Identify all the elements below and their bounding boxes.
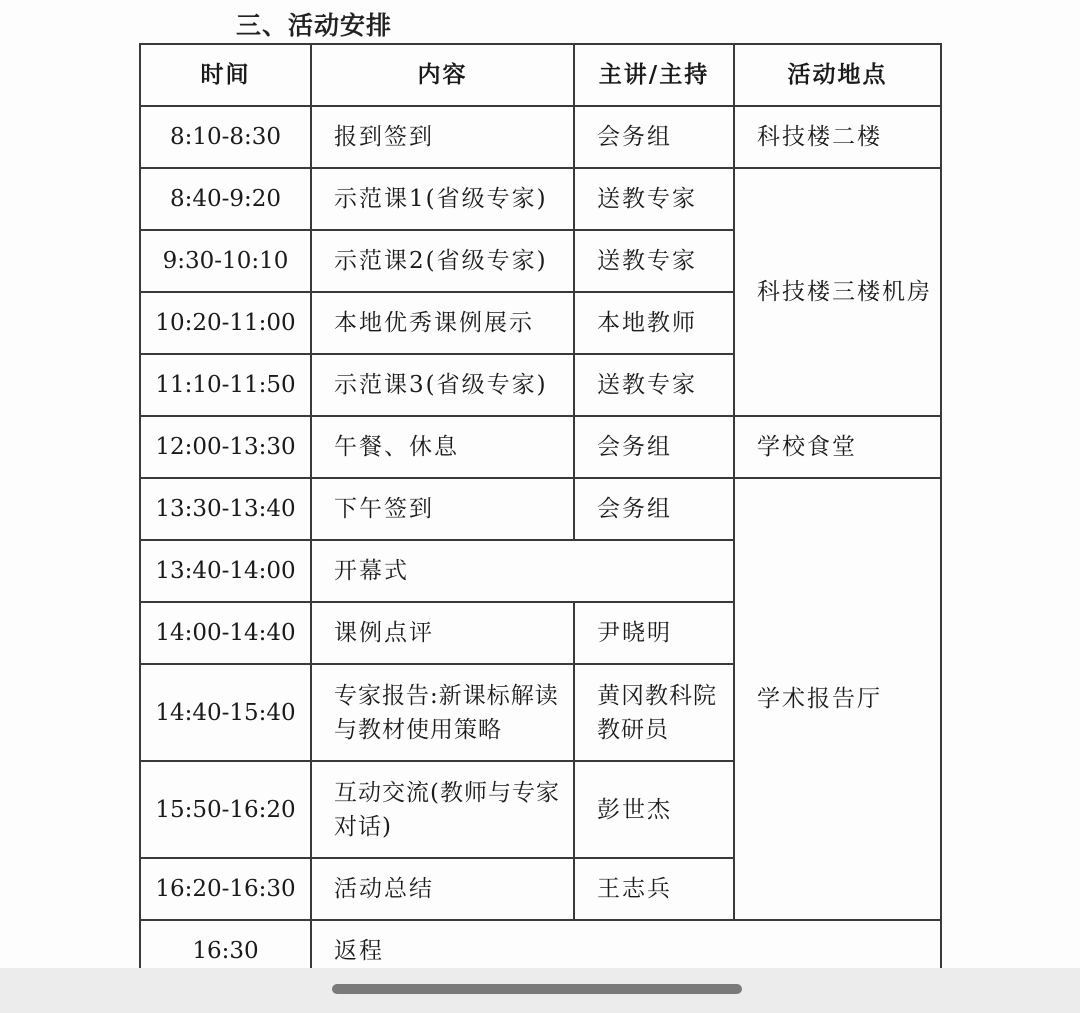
host-cell: 送教专家 [574,230,734,292]
home-indicator[interactable] [332,984,742,994]
host-cell: 送教专家 [574,354,734,416]
table-row [140,416,941,478]
header-content: 内容 [311,44,574,106]
content-cell: 本地优秀课例展示 [311,292,574,354]
location-cell: 学校食堂 [734,416,941,478]
table-row [140,168,941,230]
content-cell: 互动交流(教师与专家对话) [311,761,574,858]
host-cell: 送教专家 [574,168,734,230]
time-cell: 15:50-16:20 [140,761,311,858]
section-title: 三、活动安排 [236,11,393,40]
header-host: 主讲/主持 [574,44,734,106]
header-location: 活动地点 [734,44,941,106]
time-cell: 11:10-11:50 [140,354,311,416]
schedule-table [139,43,942,983]
table-row [140,106,941,168]
time-cell: 16:20-16:30 [140,858,311,920]
content-cell: 示范课1(省级专家) [311,168,574,230]
host-cell: 黄冈教科院教研员 [574,664,734,761]
content-cell: 报到签到 [311,106,574,168]
content-cell: 示范课3(省级专家) [311,354,574,416]
time-cell: 16:30 [140,920,311,982]
content-cell: 下午签到 [311,478,574,540]
time-cell: 12:00-13:30 [140,416,311,478]
content-cell: 课例点评 [311,602,574,664]
content-cell: 专家报告:新课标解读与教材使用策略 [311,664,574,761]
time-cell: 9:30-10:10 [140,230,311,292]
time-cell: 8:10-8:30 [140,106,311,168]
time-cell: 10:20-11:00 [140,292,311,354]
host-cell: 会务组 [574,478,734,540]
time-cell: 8:40-9:20 [140,168,311,230]
time-cell: 13:40-14:00 [140,540,311,602]
table-header-row [140,44,941,106]
location-cell: 科技楼三楼机房 [734,168,941,416]
content-cell: 午餐、休息 [311,416,574,478]
host-cell: 会务组 [574,416,734,478]
host-cell: 王志兵 [574,858,734,920]
bottom-bar [0,968,1080,1013]
content-cell: 活动总结 [311,858,574,920]
time-cell: 13:30-13:40 [140,478,311,540]
time-cell: 14:40-15:40 [140,664,311,761]
location-cell: 科技楼二楼 [734,106,941,168]
header-time: 时间 [140,44,311,106]
content-cell: 返程 [311,920,941,982]
time-cell: 14:00-14:40 [140,602,311,664]
host-cell: 本地教师 [574,292,734,354]
table-row [140,478,941,540]
content-cell: 示范课2(省级专家) [311,230,574,292]
content-cell: 开幕式 [311,540,734,602]
host-cell: 彭世杰 [574,761,734,858]
location-cell: 学术报告厅 [734,478,941,920]
host-cell: 会务组 [574,106,734,168]
host-cell: 尹晓明 [574,602,734,664]
